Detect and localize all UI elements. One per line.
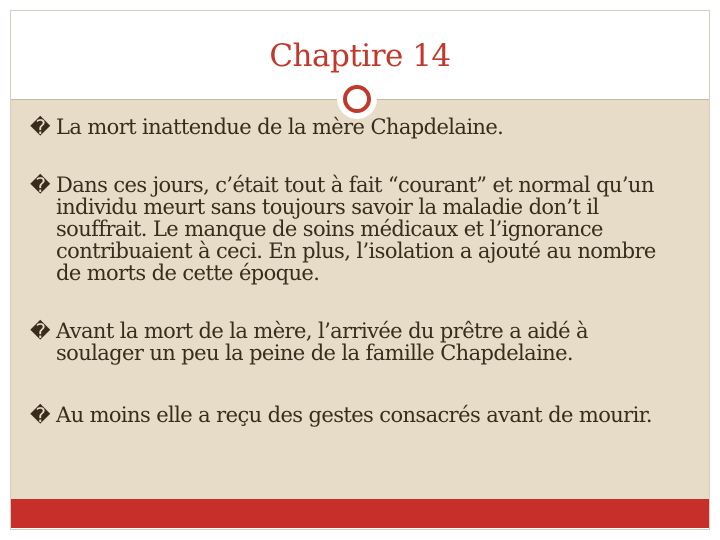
bullet-item	[30, 174, 680, 284]
bullet-item	[30, 320, 680, 364]
circle-ornament-icon	[343, 85, 371, 113]
bullet-item	[30, 404, 680, 426]
bullet-icon: �	[30, 403, 50, 427]
bullet-icon: �	[30, 319, 50, 343]
bullet-text: Dans ces jours, c’était tout à fait “courant” et normal qu’un individu meurt sans toujours savoir la maladie don’t il souffrait. Le manque de soins médicaux et l’ignorance contribuaient à ceci. En plus, l’isolation a ajouté au nombre de morts de cette époque.	[56, 173, 656, 285]
bullet-text: Au moins elle a reçu des gestes consacrés avant de mourir.	[56, 403, 652, 427]
bullet-item	[30, 116, 680, 138]
bullet-text: Avant la mort de la mère, l’arrivée du prêtre a aidé à soulager un peu la peine de la famille Chapdelaine.	[56, 319, 588, 365]
slide-title: Chaptire 14	[269, 38, 451, 74]
bullet-icon: �	[30, 115, 50, 139]
bullet-list	[30, 116, 680, 426]
bullet-icon: �	[30, 173, 50, 197]
footer-bar	[11, 499, 709, 528]
bullet-text: La mort inattendue de la mère Chapdelaine.	[56, 115, 504, 139]
